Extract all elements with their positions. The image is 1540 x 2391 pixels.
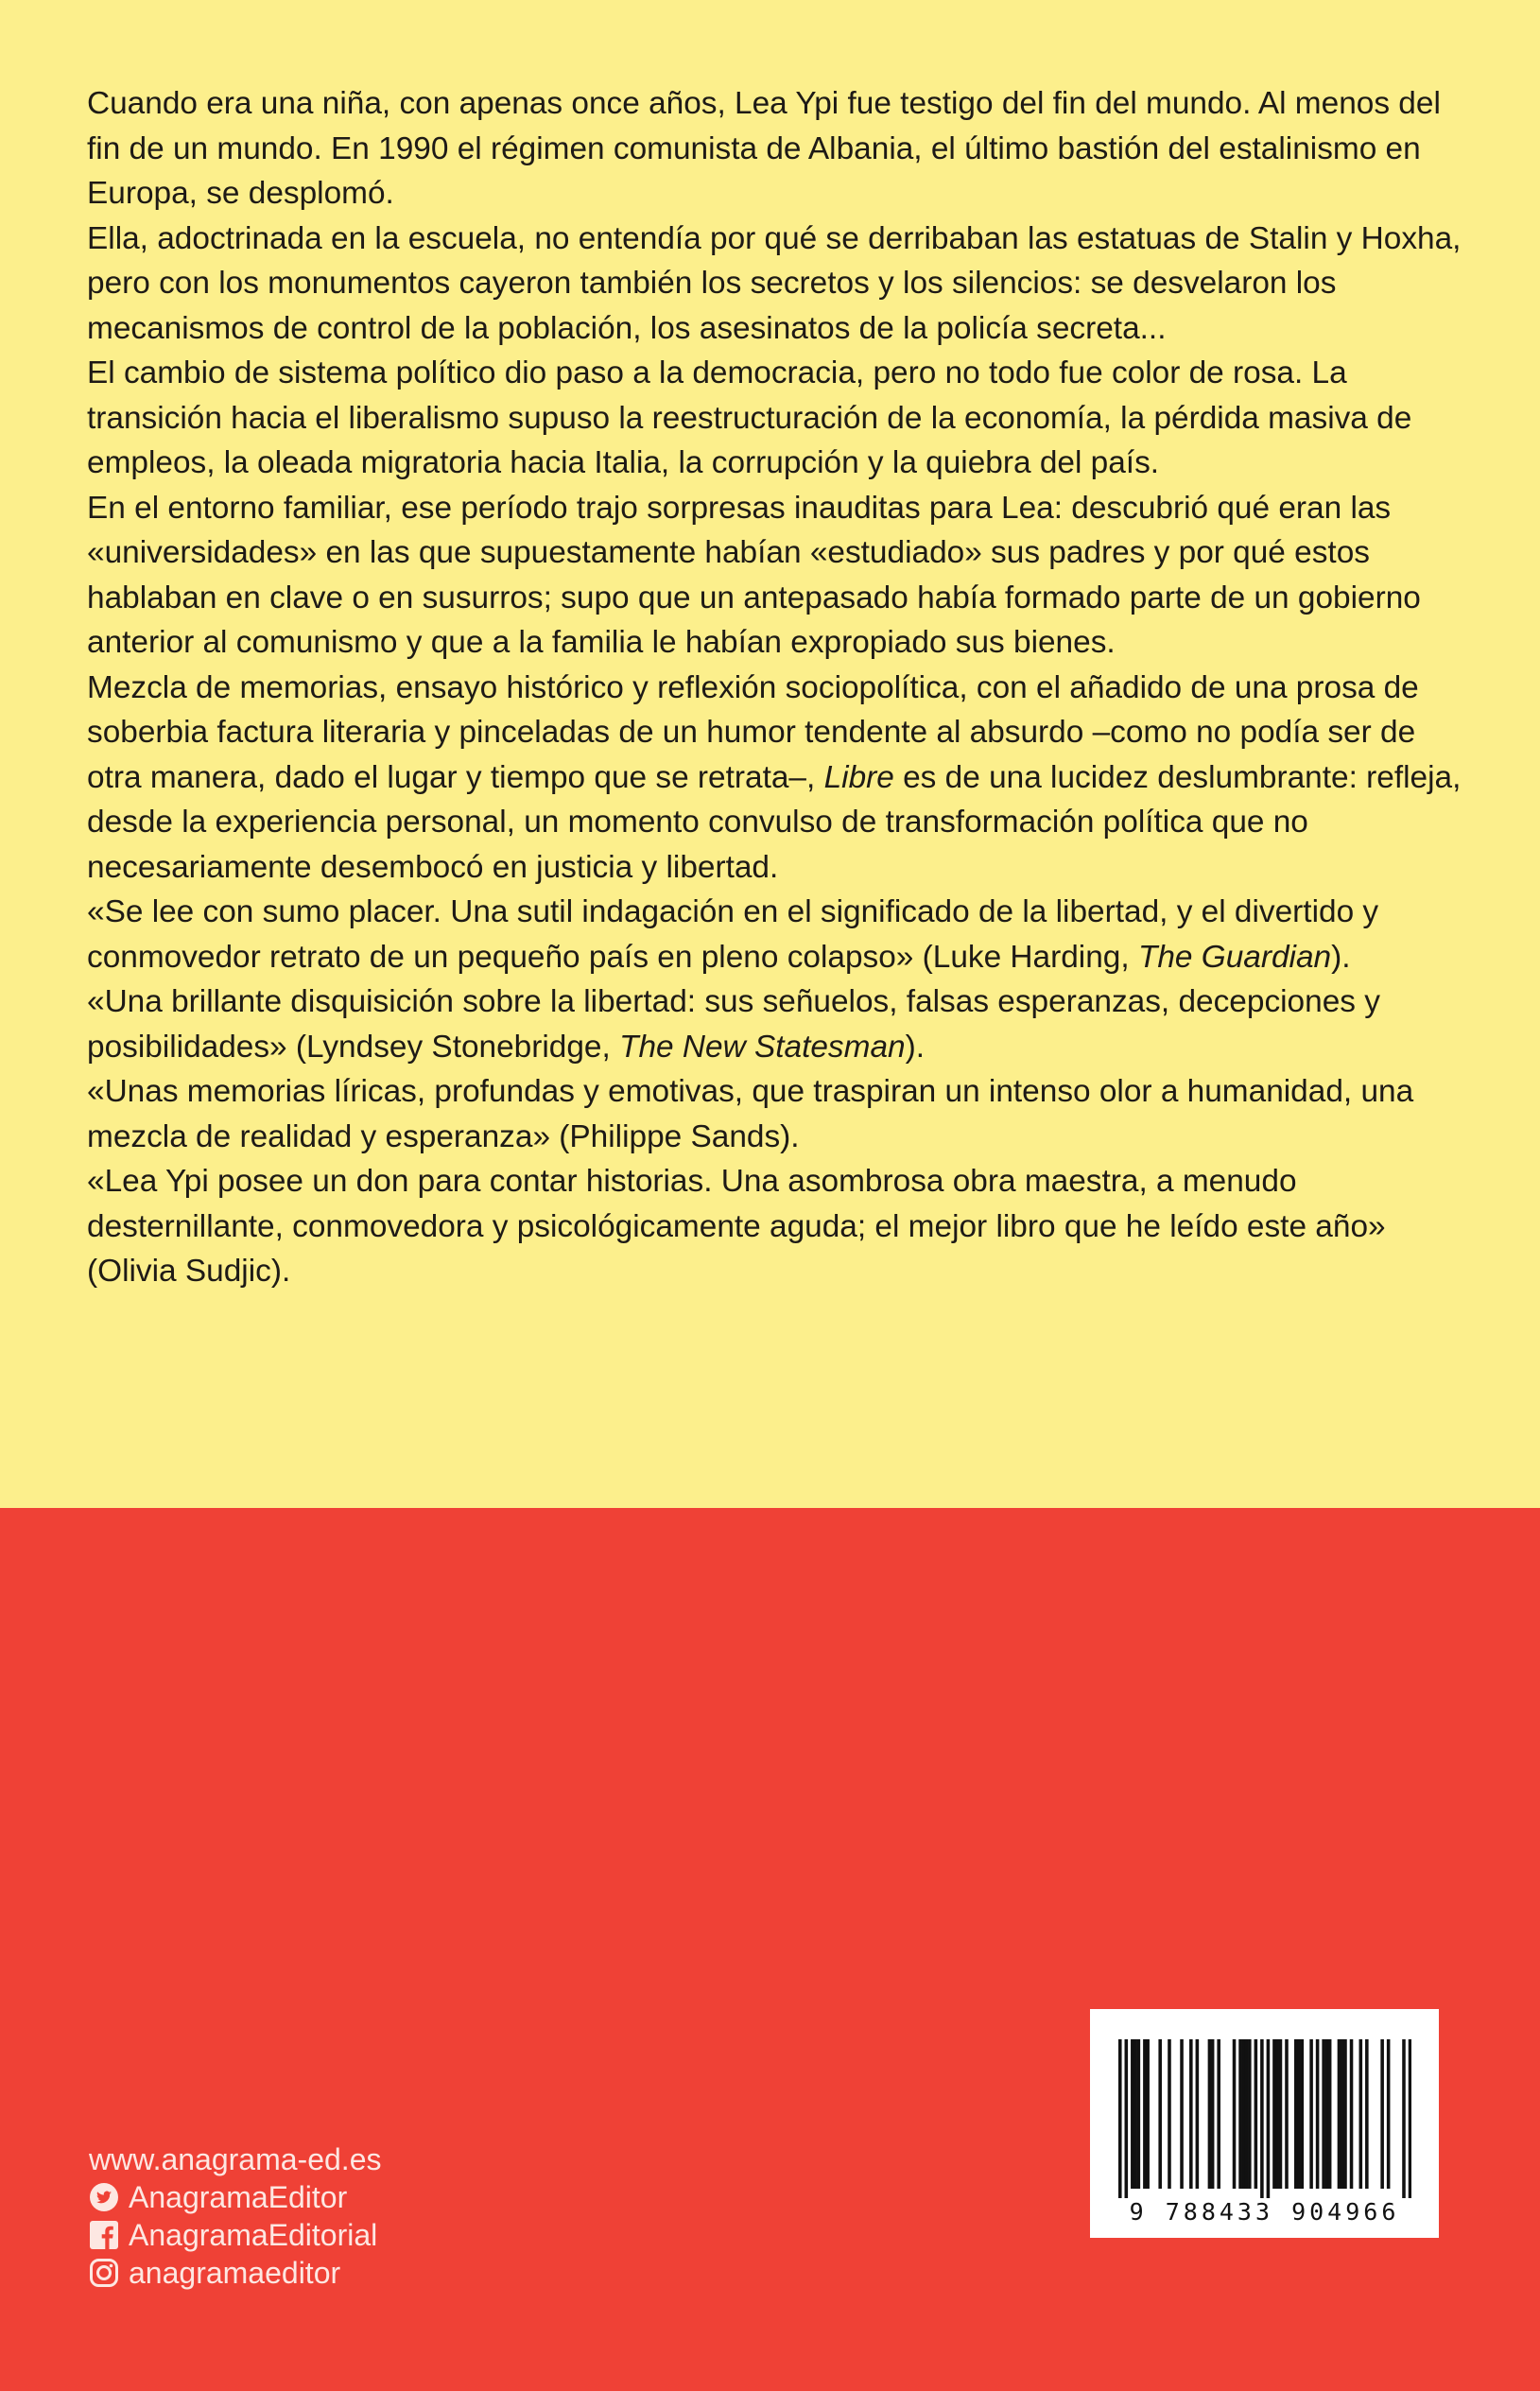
review-quote-1-source: The Guardian [1137, 939, 1332, 975]
blurb-paragraph-5-text-b: es de una lucidez deslumbrante: refleja, desde la experiencia personal, un momento convulso de transformación política que no necesariamente desembocó en justicia y libertad. [87, 759, 1462, 885]
barcode-bar [1196, 2039, 1200, 2189]
isbn-barcode [1090, 2009, 1439, 2238]
book-title: Libre [823, 759, 894, 795]
barcode-bar [1248, 2039, 1252, 2189]
instagram-handle: anagramaeditor [129, 2256, 341, 2290]
review-quote-1 [87, 890, 1477, 979]
barcode-bar [1242, 2039, 1246, 2189]
website-link-text: www.anagrama-ed.es [89, 2142, 382, 2176]
barcode-bar [1208, 2039, 1212, 2189]
review-quote-2-text: «Una brillante disquisición sobre la libertad: sus señuelos, falsas esperanzas, decepciones y posibilidades» (Lyndsey Stonebridge, [87, 984, 1380, 1065]
barcode-bar [1294, 2039, 1298, 2189]
barcode-bar [1301, 2039, 1305, 2189]
barcode-bar [1245, 2039, 1249, 2189]
review-quote-2 [87, 979, 1477, 1069]
barcode-bar [1260, 2039, 1264, 2198]
barcode-bar [1133, 2039, 1137, 2189]
instagram-link[interactable] [89, 2254, 381, 2292]
barcode-bar [1328, 2039, 1332, 2189]
barcode-bar [1402, 2039, 1406, 2198]
barcode-bar [1350, 2039, 1354, 2189]
barcode-bar [1387, 2039, 1391, 2189]
isbn-number: 9 788433 904966 [1129, 2198, 1400, 2226]
barcode-bar [1272, 2039, 1276, 2189]
barcode-bar [1211, 2039, 1215, 2189]
blurb-paragraph-1: Cuando era una niña, con apenas once años, Lea Ypi fue testigo del fin del mundo. Al menos del fin de un mundo. En 1990 el régimen comunista de Albania, el último bastión del estalinismo en Europa, se desplomó. [87, 86, 1441, 211]
barcode-bars [1118, 2039, 1411, 2198]
blurb-paragraph-3: El cambio de sistema político dio paso a la democracia, pero no todo fue color de rosa. La transición hacia el liberalismo supuso la reestructuración de la economía, la pérdida masiva de empleos, la oleada migratoria hacia Italia, la corrupción y la quiebra del país. [87, 355, 1412, 480]
website-link[interactable] [89, 2140, 381, 2178]
barcode-bar [1325, 2039, 1329, 2189]
review-quote-4: «Lea Ypi posee un don para contar historias. Una asombrosa obra maestra, a menudo desternillante, conmovedora y psicológicamente aguda; el mejor libro que he leído este año» (Olivia Sudjic). [87, 1164, 1386, 1289]
review-quote-1-text: «Se lee con sumo placer. Una sutil indagación en el significado de la libertad, y el divertido y conmovedor retrato de un pequeño país en pleno colapso» (Luke Harding, [87, 894, 1379, 975]
barcode-bar [1285, 2039, 1289, 2189]
facebook-handle: AnagramaEditorial [129, 2218, 378, 2252]
barcode-bar [1125, 2039, 1129, 2198]
publisher-links [89, 2140, 381, 2292]
barcode-bar [1137, 2039, 1141, 2189]
review-quote-1-close: ). [1331, 939, 1351, 975]
barcode-bar [1365, 2039, 1369, 2189]
barcode-bar [1238, 2039, 1242, 2189]
barcode-bar [1146, 2039, 1150, 2189]
barcode-bar [1279, 2039, 1283, 2189]
barcode-bar [1267, 2039, 1271, 2198]
barcode-bar [1409, 2039, 1411, 2198]
barcode-bar [1316, 2039, 1320, 2189]
blurb-paragraph-2: Ella, adoctrinada en la escuela, no entendía por qué se derribaban las estatuas de Stalin y Hoxha, pero con los monumentos cayeron también los secretos y los silencios: se desvelaron los mecanismos de control de la población, los asesinatos de la policía secreta... [87, 220, 1462, 346]
barcode-bar [1233, 2039, 1237, 2189]
twitter-link[interactable] [89, 2178, 381, 2216]
barcode-bar [1297, 2039, 1301, 2189]
instagram-icon [89, 2258, 119, 2288]
blurb-paragraph-5 [87, 666, 1477, 891]
back-cover-blurb [87, 81, 1477, 1294]
barcode-bar [1180, 2039, 1184, 2189]
barcode-bar [1158, 2039, 1162, 2189]
barcode-bar [1341, 2039, 1344, 2189]
barcode-bar [1343, 2039, 1347, 2189]
barcode-bar [1168, 2039, 1171, 2189]
barcode-bar [1143, 2039, 1147, 2189]
twitter-icon [89, 2182, 119, 2212]
barcode-bar [1322, 2039, 1325, 2189]
review-quote-3: «Unas memorias líricas, profundas y emotivas, que traspiran un intenso olor a humanidad, una mezcla de realidad y esperanza» (Philippe Sands). [87, 1074, 1414, 1154]
barcode-bar [1359, 2039, 1363, 2189]
facebook-link[interactable] [89, 2216, 381, 2254]
barcode-bar [1118, 2039, 1122, 2198]
barcode-bar [1217, 2039, 1220, 2189]
barcode-bar [1131, 2039, 1134, 2189]
review-quote-2-source: The New Statesman [619, 1029, 906, 1065]
barcode-bar [1275, 2039, 1279, 2189]
barcode-bar [1309, 2039, 1313, 2189]
barcode-bar [1189, 2039, 1193, 2189]
barcode-bar [1380, 2039, 1384, 2189]
barcode-bar [1254, 2039, 1258, 2189]
facebook-icon [89, 2220, 119, 2250]
twitter-handle: AnagramaEditor [129, 2180, 348, 2214]
review-quote-2-close: ). [905, 1029, 925, 1065]
barcode-bar [1338, 2039, 1341, 2189]
blurb-paragraph-4: En el entorno familiar, ese período trajo sorpresas inauditas para Lea: descubrió qué eran las «universidades» en las que supuestamente habían «estudiado» sus padres y por qué estos hablaban en clave o en susurros; supo que un antepasado había formado parte de un gobierno anterior al comunismo y que a la familia le habían expropiado sus bienes. [87, 490, 1421, 660]
blurb-paragraph-5-text-a: Mezcla de memorias, ensayo histórico y reflexión sociopolítica, con el añadido de una prosa de soberbia factura literaria y pinceladas de un humor tendente al absurdo –como no podía ser de otra manera, dado el lugar y tiempo que se retrata–, [87, 669, 1419, 795]
